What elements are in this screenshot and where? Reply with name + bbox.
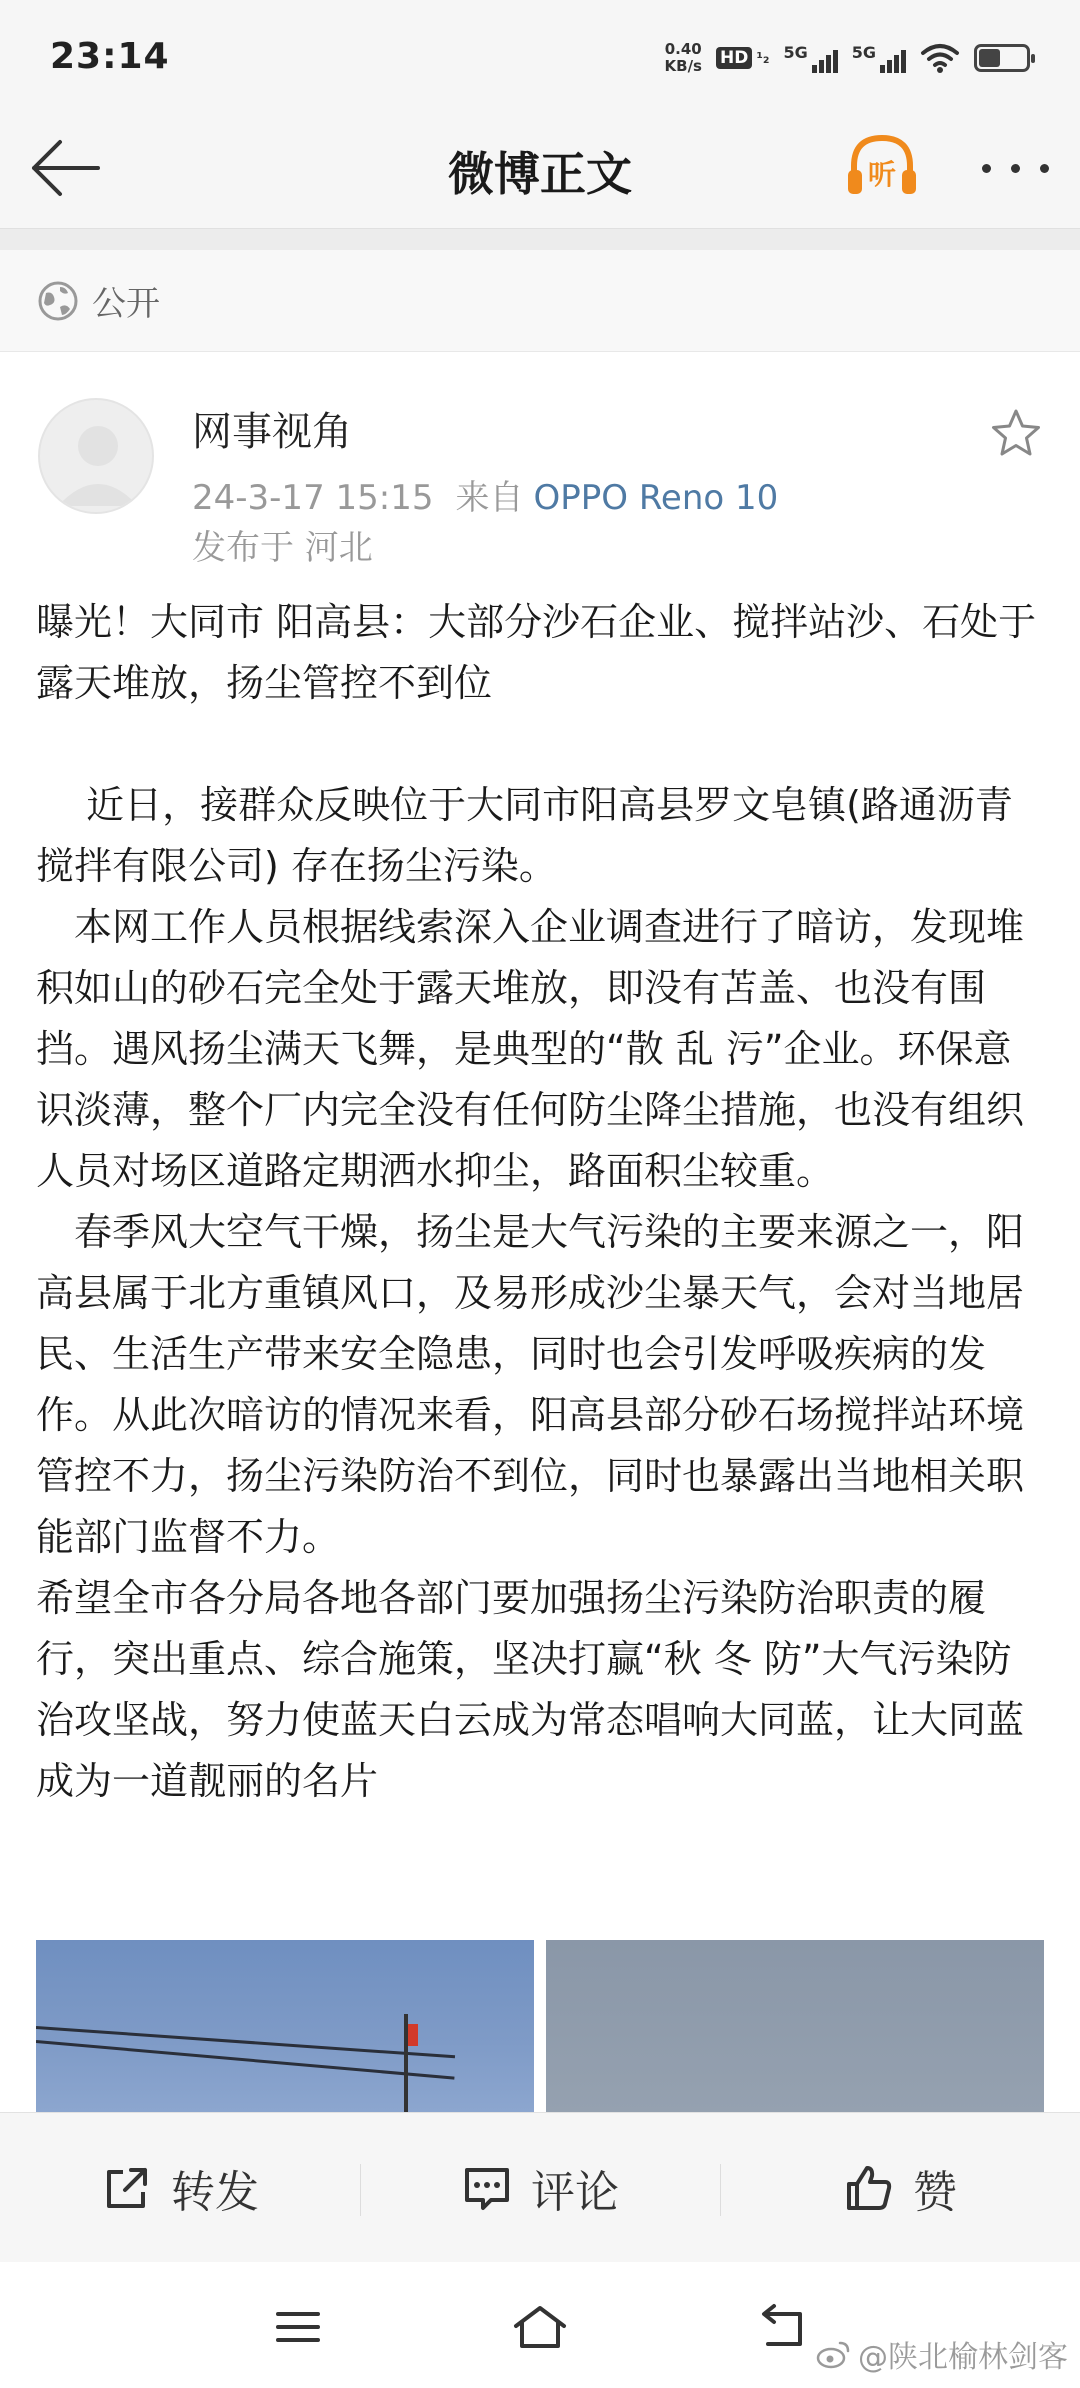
navigation-bar — [0, 110, 1080, 228]
comment-icon — [461, 2162, 513, 2214]
post-meta — [192, 470, 778, 519]
more-options-icon[interactable] — [975, 148, 1055, 188]
from-label: 来自 — [455, 478, 524, 518]
status-bar — [0, 0, 1080, 110]
device-link[interactable]: OPPO Reno 10 — [533, 478, 779, 518]
post-content — [36, 592, 1048, 1812]
visibility-label: 公开 — [92, 284, 160, 324]
status-time: 23:14 — [50, 36, 170, 77]
weibo-logo-icon — [816, 2339, 852, 2369]
like-button[interactable] — [720, 2156, 1080, 2220]
hd-voice-icon: HD — [716, 47, 752, 69]
post-paragraph: 春季风大空气干燥，扬尘是大气污染的主要来源之一，阳高县属于北方重镇风口，及易形成沙尘暴天气，会对当地居民、生活生产带来安全隐患，同时也会引发呼吸疾病的发作。从此次暗访的情况来看，阳高县部分砂石场搅拌站环境管控不力，扬尘污染防治不到位，同时也暴露出当地相关职能部门监督不力。 — [36, 1210, 1025, 1559]
thumbs-up-icon — [843, 2162, 895, 2214]
post-image-thumbnail[interactable] — [546, 1940, 1044, 2112]
comment-button[interactable] — [360, 2156, 720, 2220]
signal-5g-icon: 5G — [783, 43, 837, 73]
repost-icon — [101, 2162, 153, 2214]
comment-label: 评论 — [531, 2166, 619, 2218]
author-name[interactable]: 网事视角 — [192, 409, 352, 455]
post-location: 发布于 河北 — [192, 528, 373, 568]
menu-icon[interactable] — [268, 2302, 328, 2352]
wifi-icon — [920, 42, 960, 74]
favorite-star-icon[interactable] — [988, 406, 1044, 462]
listen-headphones-icon[interactable] — [840, 126, 924, 210]
status-icons — [665, 36, 1030, 80]
weibo-watermark — [816, 2332, 1068, 2376]
listen-label: 听 — [867, 158, 897, 191]
visibility-row — [0, 250, 1080, 352]
post-images — [36, 1940, 1044, 2112]
post-paragraph: 本网工作人员根据线索深入企业调查进行了暗访，发现堆积如山的砂石完全处于露天堆放，即没有苫盖、也没有围挡。遇风扬尘满天飞舞，是典型的“散 乱 污”企业。环保意识淡薄，整个厂内完全没有任何防尘降尘措施，也没有组织人员对场区道路定期洒水抑尘，路面积尘较重。 — [36, 905, 1025, 1193]
battery-icon — [974, 44, 1030, 72]
page-title: 微博正文 — [448, 147, 632, 201]
signal-5g-icon: 5G — [852, 43, 906, 73]
home-icon[interactable] — [510, 2302, 570, 2352]
watermark-text: @陕北榆林剑客 — [858, 2340, 1068, 2375]
post-title: 曝光！大同市 阳高县：大部分沙石企业、搅拌站沙、石处于露天堆放，扬尘管控不到位 — [36, 600, 1037, 705]
action-bar — [0, 2112, 1080, 2262]
post-timestamp: 24-3-17 15:15 — [192, 478, 434, 518]
globe-icon — [36, 279, 80, 323]
avatar[interactable] — [38, 398, 154, 514]
sim-slot-indicator: ¹₂ — [756, 48, 770, 67]
like-label: 赞 — [913, 2166, 957, 2218]
divider — [0, 228, 1080, 250]
network-speed: 0.40 KB/s — [664, 40, 702, 75]
back-icon[interactable] — [750, 2302, 810, 2352]
post-paragraph: 希望全市各分局各地各部门要加强扬尘污染防治职责的履行，突出重点、综合施策，坚决打赢“秋 冬 防”大气污染防治攻坚战，努力使蓝天白云成为常态唱响大同蓝，让大同蓝成为一道靓丽的名片 — [36, 1576, 1025, 1803]
repost-label: 转发 — [171, 2166, 259, 2218]
post-paragraph: 近日，接群众反映位于大同市阳高县罗文皂镇(路通沥青搅拌有限公司) 存在扬尘污染。 — [36, 783, 1013, 888]
post-image-thumbnail[interactable] — [36, 1940, 534, 2112]
repost-button[interactable] — [0, 2156, 360, 2220]
